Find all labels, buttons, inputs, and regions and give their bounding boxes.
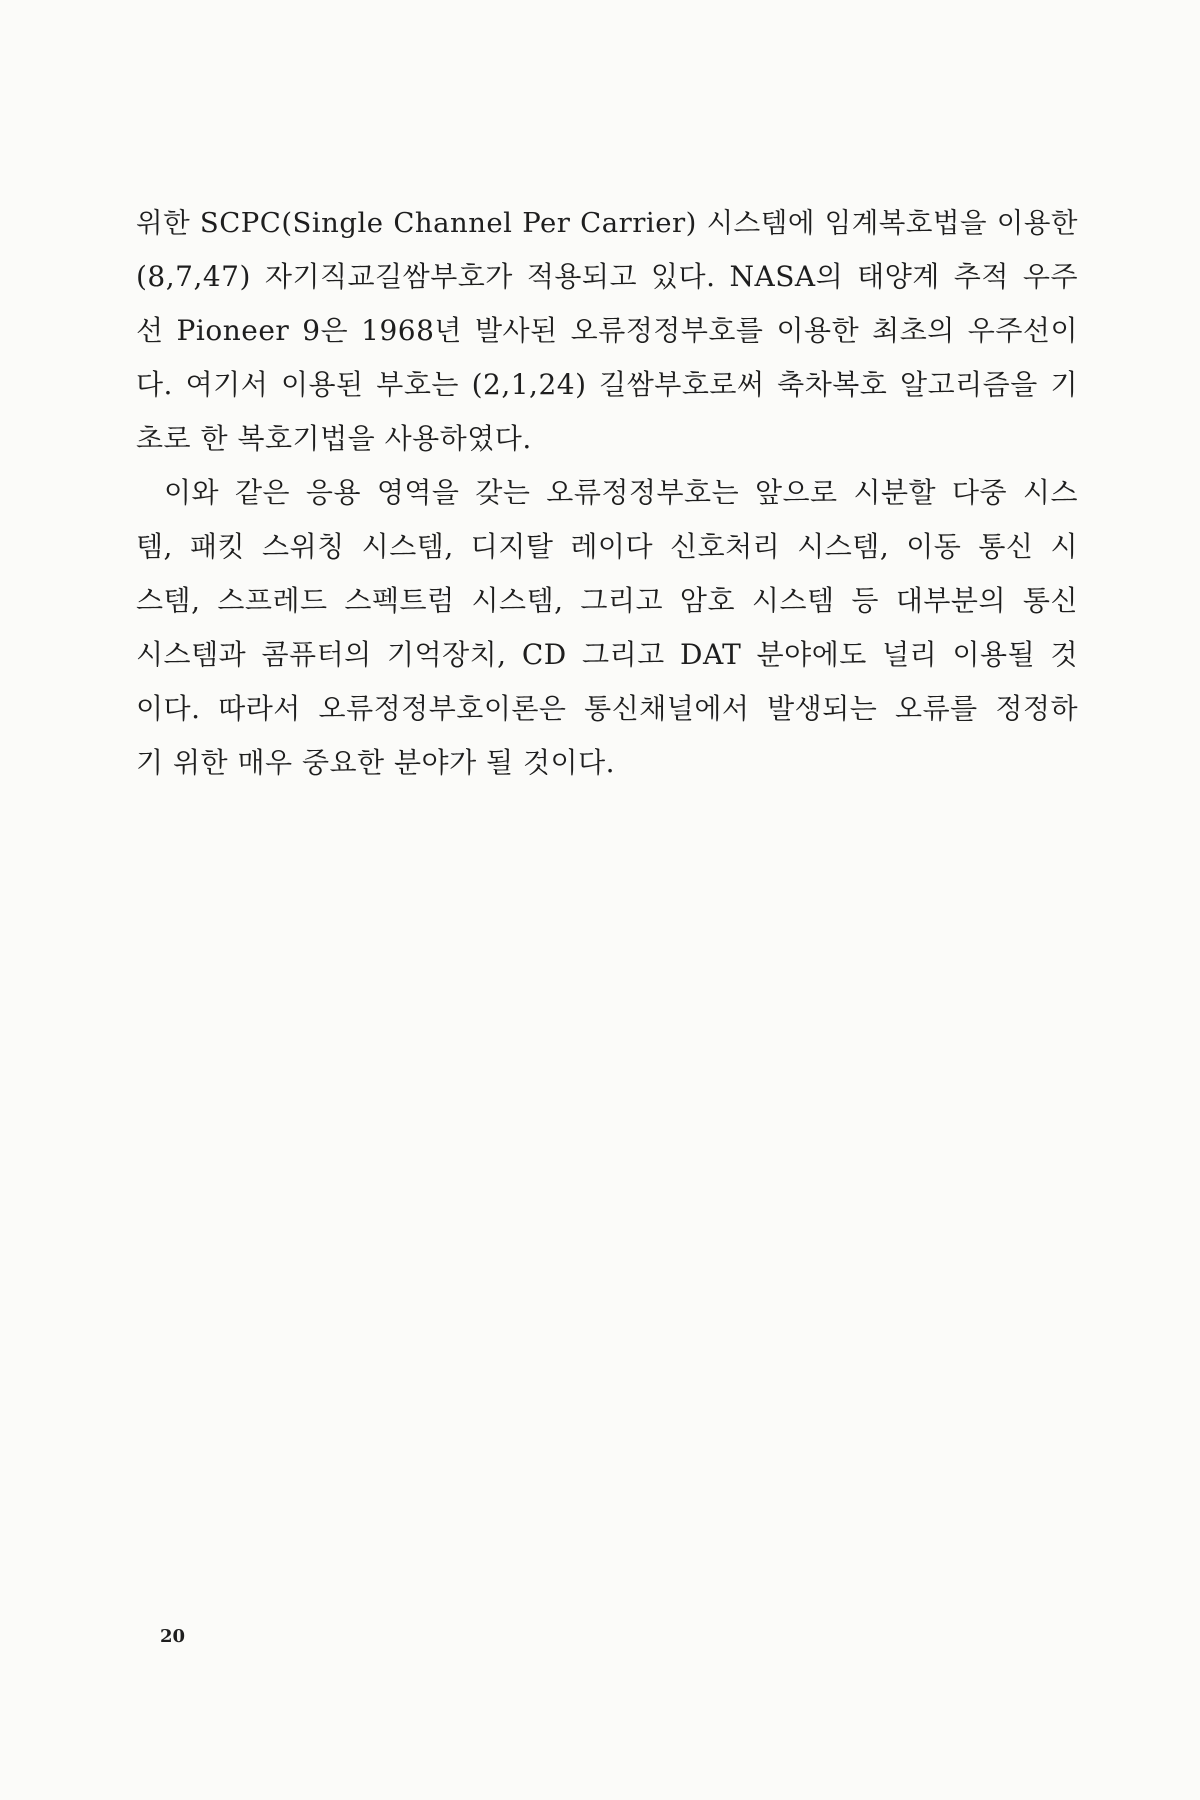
text-line: 선 Pioneer 9은 1968년 발사된 오류정정부호를 이용한 최초의 우주선이 [136, 314, 1078, 347]
text-line: 시스템과 콤퓨터의 기억장치, CD 그리고 DAT 분야에도 널리 이용될 것 [136, 638, 1078, 671]
paragraph-2 [136, 466, 1078, 790]
text-line: 스템, 스프레드 스펙트럼 시스템, 그리고 암호 시스템 등 대부분의 통신 [136, 584, 1078, 617]
text-line: 이와 같은 응용 영역을 갖는 오류정정부호는 앞으로 시분할 다중 시스 [164, 476, 1078, 509]
text-line: (8,7,47) 자기직교길쌈부호가 적용되고 있다. NASA의 태양계 추적 우주 [136, 260, 1078, 293]
page-number: 20 [160, 1626, 186, 1647]
body-text [136, 196, 1078, 790]
text-line: 템, 패킷 스위칭 시스템, 디지탈 레이다 신호처리 시스템, 이동 통신 시 [136, 530, 1078, 563]
text-line: 기 위한 매우 중요한 분야가 될 것이다. [136, 746, 616, 779]
text-line: 이다. 따라서 오류정정부호이론은 통신채널에서 발생되는 오류를 정정하 [136, 692, 1078, 725]
paragraph-1 [136, 196, 1078, 466]
text-line: 다. 여기서 이용된 부호는 (2,1,24) 길쌈부호로써 축차복호 알고리즘을 기 [136, 368, 1078, 401]
text-line: 초로 한 복호기법을 사용하였다. [136, 422, 532, 455]
text-line: 위한 SCPC(Single Channel Per Carrier) 시스템에 임계복호법을 이용한 [136, 207, 1078, 239]
